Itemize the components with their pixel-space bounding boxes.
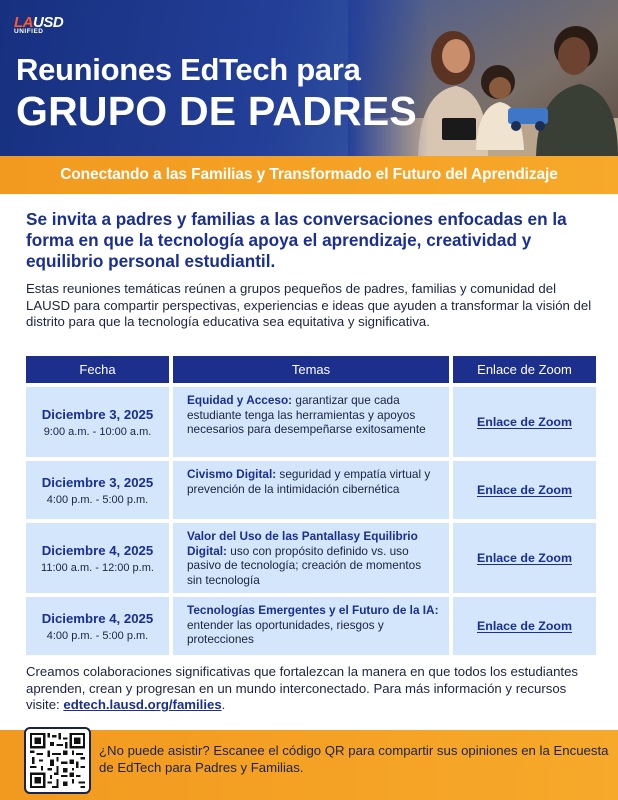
topic-title: Civismo Digital: — [187, 467, 277, 481]
session-date: Diciembre 3, 2025 — [41, 474, 154, 490]
survey-bar — [0, 730, 618, 800]
header-topics: Temas — [173, 356, 449, 383]
table-row — [26, 387, 596, 457]
hero-title-line2: GRUPO DE PADRES — [16, 88, 417, 134]
zoom-cell — [453, 461, 596, 519]
date-cell — [26, 387, 169, 457]
survey-text: ¿No puede asistir? Escanee el código QR para compartir sus opiniones en la Encuesta de EdTech para Padres y Familias. — [99, 743, 609, 775]
table-row — [26, 461, 596, 519]
body-paragraph: Estas reuniones temáticas reúnen a grupos pequeños de padres, familias y comunidad del LAUSD para compartir perspectivas, experiencias e ideas que ayuden a transformar la visión del distrito para que la tecnología educativa sea equitativa y significativa. — [26, 281, 592, 329]
families-link[interactable]: edtech.lausd.org/families — [63, 697, 222, 713]
table-row — [26, 597, 596, 655]
header-date: Fecha — [26, 356, 169, 383]
lausd-logo — [14, 14, 63, 35]
qr-code[interactable] — [24, 727, 91, 794]
topic-description: uso con propósito definido vs. uso pasivo de tecnología; creación de momentos sin tecnología — [187, 543, 422, 587]
topic-title: Valor del Uso de las Pantallasy Equilibrio Digital: — [187, 529, 418, 558]
subtitle-bar — [0, 156, 618, 194]
topic-description: garantizar que cada estudiante tenga las herramientas y apoyos necesarios para desempeñarse exitosamente — [187, 393, 426, 436]
session-time: 9:00 a.m. - 10:00 a.m. — [43, 425, 152, 438]
topic-title: Equidad y Acceso: — [187, 393, 293, 407]
date-cell — [26, 523, 169, 593]
topic-cell — [173, 597, 449, 655]
zoom-cell — [453, 597, 596, 655]
table-header — [26, 356, 596, 383]
schedule-table — [26, 356, 596, 659]
zoom-cell — [453, 523, 596, 593]
topic-cell — [173, 523, 449, 593]
table-row — [26, 523, 596, 593]
session-date: Diciembre 4, 2025 — [41, 610, 154, 626]
topic-description: seguridad y empatía virtual y prevención de la intimidación cibernética — [187, 467, 431, 496]
lead-paragraph: Se invita a padres y familias a las conversaciones enfocadas en la forma en que la tecnología apoya el aprendizaje, creatividad y equilibrio personal estudiantil. — [26, 209, 567, 271]
closing-period: . — [221, 697, 226, 713]
closing-paragraph — [26, 664, 596, 714]
logo-red-text: LA — [14, 14, 33, 31]
topic-cell — [173, 387, 449, 457]
zoom-link[interactable]: Enlace de Zoom — [476, 415, 573, 429]
topic-description: entender las oportunidades, riesgos y protecciones — [187, 617, 384, 646]
date-cell — [26, 597, 169, 655]
header-zoom: Enlace de Zoom — [453, 356, 596, 383]
topic-cell — [173, 461, 449, 519]
zoom-link[interactable]: Enlace de Zoom — [476, 551, 573, 565]
date-cell — [26, 461, 169, 519]
session-date: Diciembre 4, 2025 — [41, 542, 154, 558]
subtitle-text: Conectando a las Familias y Transformado el Futuro del Aprendizaje — [60, 166, 558, 183]
hero-title-line1: Reuniones EdTech para — [16, 52, 361, 87]
logo-subtext: UNIFIED — [14, 28, 44, 35]
session-time: 4:00 p.m. - 5:00 p.m. — [46, 629, 149, 642]
zoom-cell — [453, 387, 596, 457]
topic-title: Tecnologías Emergentes y el Futuro de la IA: — [187, 603, 439, 617]
session-time: 11:00 a.m. - 12:00 p.m. — [41, 561, 154, 574]
session-date: Diciembre 3, 2025 — [41, 406, 154, 422]
zoom-link[interactable]: Enlace de Zoom — [476, 483, 573, 497]
hero-banner — [0, 0, 618, 156]
zoom-link[interactable]: Enlace de Zoom — [476, 619, 573, 633]
qr-code-icon — [30, 733, 85, 788]
session-time: 4:00 p.m. - 5:00 p.m. — [46, 493, 149, 506]
logo-white-text: USD — [33, 14, 64, 31]
closing-text: Creamos colaboraciones significativas que fortalezcan la manera en que todos los estudiantes aprenden, crean y progresan en un mundo interconectado. Para más información y recursos visite: — [26, 664, 578, 713]
